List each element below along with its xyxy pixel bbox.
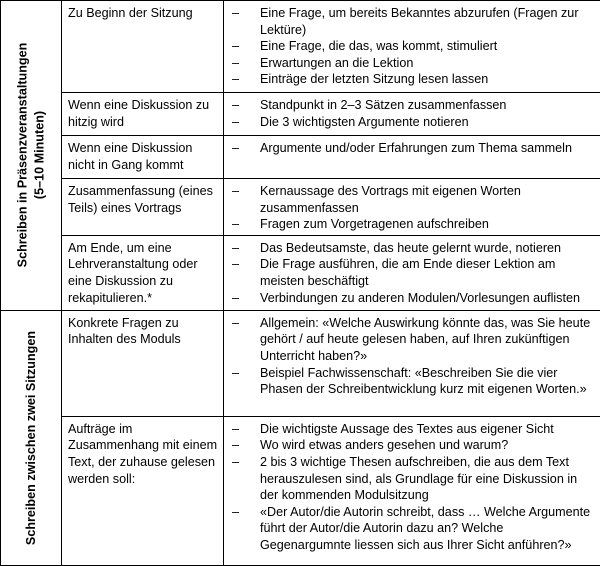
list-item: – Eine Frage, um bereits Bekanntes abzurufen (Fragen zur Lektüre) — [230, 5, 596, 38]
table-row — [1, 1, 600, 93]
list-item: – Die 3 wichtigsten Argumente notieren — [230, 114, 596, 131]
activities-cell — [224, 136, 600, 179]
list-item: – Die Frage ausführen, die am Ende dieser Lektion am meisten beschäftigt — [230, 256, 596, 289]
list-item: – Die wichtigste Aussage des Textes aus eigener Sicht — [230, 421, 596, 438]
situation-cell: Aufträge im Zusammenhang mit einem Text, der zuhause gelesen werden soll: — [62, 416, 224, 565]
situation-cell: Zusammenfassung (eines Teils) eines Vortrags — [62, 179, 224, 236]
situation-cell: Am Ende, um eine Lehrveranstaltung oder eine Diskussion zu rekapitulieren.* — [62, 235, 224, 310]
table-row — [1, 416, 600, 565]
table-row — [1, 93, 600, 136]
table-row — [1, 310, 600, 416]
list-item: – Standpunkt in 2–3 Sätzen zusammenfassen — [230, 97, 596, 114]
list-item: – Allgemein: «Welche Auswirkung könnte das, was Sie heute gehört / auf heute gelesen haben, auf Ihren zukünftigen Unterricht haben?» — [230, 315, 596, 365]
activities-cell — [224, 310, 600, 416]
section-subtitle: (5–10 Minuten) — [31, 43, 48, 268]
section-label-between-sessions — [1, 310, 62, 565]
situation-cell: Zu Beginn der Sitzung — [62, 1, 224, 93]
table-row — [1, 235, 600, 310]
list-item: – Fragen zum Vorgetragenen aufschreiben — [230, 216, 596, 233]
activities-cell — [224, 235, 600, 310]
situation-cell: Konkrete Fragen zu Inhalten des Moduls — [62, 310, 224, 416]
section-label-in-class — [1, 1, 62, 311]
list-item: – Eine Frage, die das, was kommt, stimuliert — [230, 38, 596, 55]
list-item: – Das Bedeutsamste, das heute gelernt wurde, notieren — [230, 240, 596, 257]
list-item: – Beispiel Fachwissenschaft: «Beschreiben Sie die vier Phasen der Schreibentwicklung kurz mit eigenen Worten.» — [230, 365, 596, 398]
activities-cell — [224, 93, 600, 136]
situation-cell: Wenn eine Diskussion zu hitzig wird — [62, 93, 224, 136]
section-title: Schreiben in Präsenzveranstaltungen — [15, 43, 32, 268]
list-item: – Verbindungen zu anderen Modulen/Vorlesungen auflisten — [230, 290, 596, 307]
activities-cell — [224, 416, 600, 565]
list-item: – Erwartungen an die Lektion — [230, 55, 596, 72]
activities-cell — [224, 1, 600, 93]
situation-cell: Wenn eine Diskussion nicht in Gang kommt — [62, 136, 224, 179]
list-item: – «Der Autor/die Autorin schreibt, dass … Welche Argumente führt der Autor/die Autorin dazu an? Welche Gegenargumnte liessen sich aus Ihrer Sicht anführen?» — [230, 504, 596, 554]
table-row — [1, 136, 600, 179]
list-item: – 2 bis 3 wichtige Thesen aufschreiben, die aus dem Text herauszulesen sind, als Grundlage für eine Diskussion in der kommenden Modulsitzung — [230, 454, 596, 504]
list-item: – Argumente und/oder Erfahrungen zum Thema sammeln — [230, 140, 596, 157]
list-item: – Einträge der letzten Sitzung lesen lassen — [230, 71, 596, 88]
table-row — [1, 179, 600, 236]
list-item: – Wo wird etwas anders gesehen und warum? — [230, 437, 596, 454]
list-item: – Kernaussage des Vortrags mit eigenen Worten zusammenfassen — [230, 183, 596, 216]
activities-cell — [224, 179, 600, 236]
section-title: Schreiben zwischen zwei Sitzungen — [23, 331, 40, 545]
